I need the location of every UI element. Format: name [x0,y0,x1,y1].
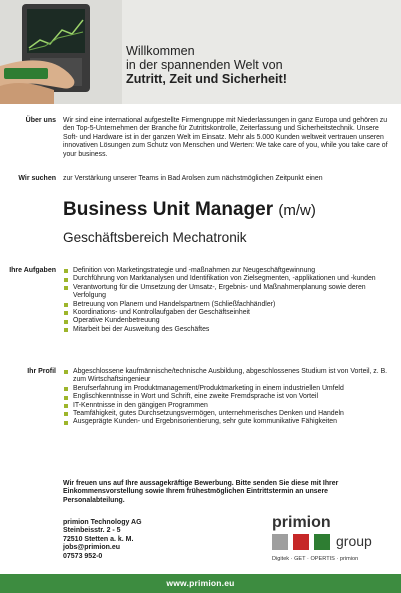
about-label: Über uns [25,117,56,124]
contact-company: primion Technology AG [63,519,142,526]
list-item: Verantwortung für die Umsetzung der Umsatz-, Ergebnis- und Maßnahmenplanung sowie deren Verfolgung [63,284,389,301]
list-item: Berufserfahrung im Produktmanagement/Produktmarketing in einem industriellen Umfeld [63,385,389,393]
contact-phone: 07573 952-0 [63,552,103,560]
welcome-text [126,44,287,86]
logo-group-text: group [336,533,372,549]
list-item: Ausgeprägte Kunden- und Ergebnisorientierung, sehr gute kommunikative Fähigkeiten [63,418,389,426]
search-label: Wir suchen [18,175,56,182]
header-banner [0,0,401,104]
terminal-hand-image [0,0,122,104]
list-item: Mitarbeit bei der Ausweitung des Geschäftes [63,326,389,334]
job-title-text: Business Unit Manager [63,199,274,220]
logo-tagline: Digitek · GET · OPERTIS · primion [272,556,359,562]
list-item: Englischkenntnisse in Wort und Schrift, eine zweite Fremdsprache ist von Vorteil [63,393,389,401]
search-text: zur Verstärkung unserer Teams in Bad Arolsen zum nächstmöglichen Zeitpunkt einen [63,175,323,182]
list-item: Operative Kundenbetreuung [63,317,389,325]
welcome-line-1: Willkommen [126,44,195,58]
footer-url[interactable]: www.primion.eu [166,578,235,588]
tasks-label: Ihre Aufgaben [9,267,56,274]
closing-text: Wir freuen uns auf Ihre aussagekräftige Bewerbung. Bitte senden Sie diese mit Ihrer Einkommensvorstellung sowie Ihrem frühestmöglichen Eintrittstermin an unsere Personalabteilung. [63,480,339,504]
logo-square-grey [272,534,288,550]
list-item: Betreuung von Planern und Handelspartnern (Schließfachhändler) [63,301,389,309]
welcome-line-2: in der spannenden Welt von [126,58,283,72]
profile-label: Ihr Profil [27,368,56,375]
logo-square-red [293,534,309,550]
primion-logo-text: primion [272,514,331,531]
list-item: Abgeschlossene kaufmännische/technische Ausbildung, abgeschlossenes Studium ist von Vorteil, z. B. zum Wirtschaftsingenieur [63,368,389,385]
job-gender: (m/w) [278,202,316,219]
contact-street: Steinbeisstr. 2 - 5 [63,527,121,535]
list-item: Definition von Marketingstrategie und -maßnahmen zur Neugeschäftgewinnung [63,267,389,275]
footer-url-bar[interactable] [0,574,401,593]
contact-email[interactable]: jobs@primion.eu [63,544,120,552]
welcome-line-3: Zutritt, Zeit und Sicherheit! [126,72,287,86]
about-text: Wir sind eine international aufgestellte Firmengruppe mit Niederlassungen in ganz Europa und gehören zu den Top-5-Unternehmen der Branche für Zutrittskontrolle, Zeiterfassung und Sicherheitstechnik. Unsere Soft- und Hardware ist in der ganzen Welt im Einsatz. Mehr als 5.000 Kunden weltweit vertrauen unseren innovativen Lösungen zum Schutz von Menschen und Werten: We take care of you, while you take care of your business. [63,117,388,158]
tasks-list [63,267,389,334]
list-item: Teamfähigkeit, gutes Durchsetzungsvermögen, unternehmerisches Denken und Handeln [63,410,389,418]
job-title [63,199,316,222]
list-item: IT-Kenntnisse in den gängigen Programmen [63,402,389,410]
contact-block [63,519,263,561]
list-item: Durchführung von Marktanalysen und Identifikation von Zielsegmenten, -applikationen und -kunden [63,275,389,283]
list-item: Koordinations- und Kontrollaufgaben der Geschäftseinheit [63,309,389,317]
logo-square-green [314,534,330,550]
profile-list [63,368,389,427]
contact-city: 72510 Stetten a. k. M. [63,535,134,543]
job-subtitle: Geschäftsbereich Mechatronik [63,230,247,245]
